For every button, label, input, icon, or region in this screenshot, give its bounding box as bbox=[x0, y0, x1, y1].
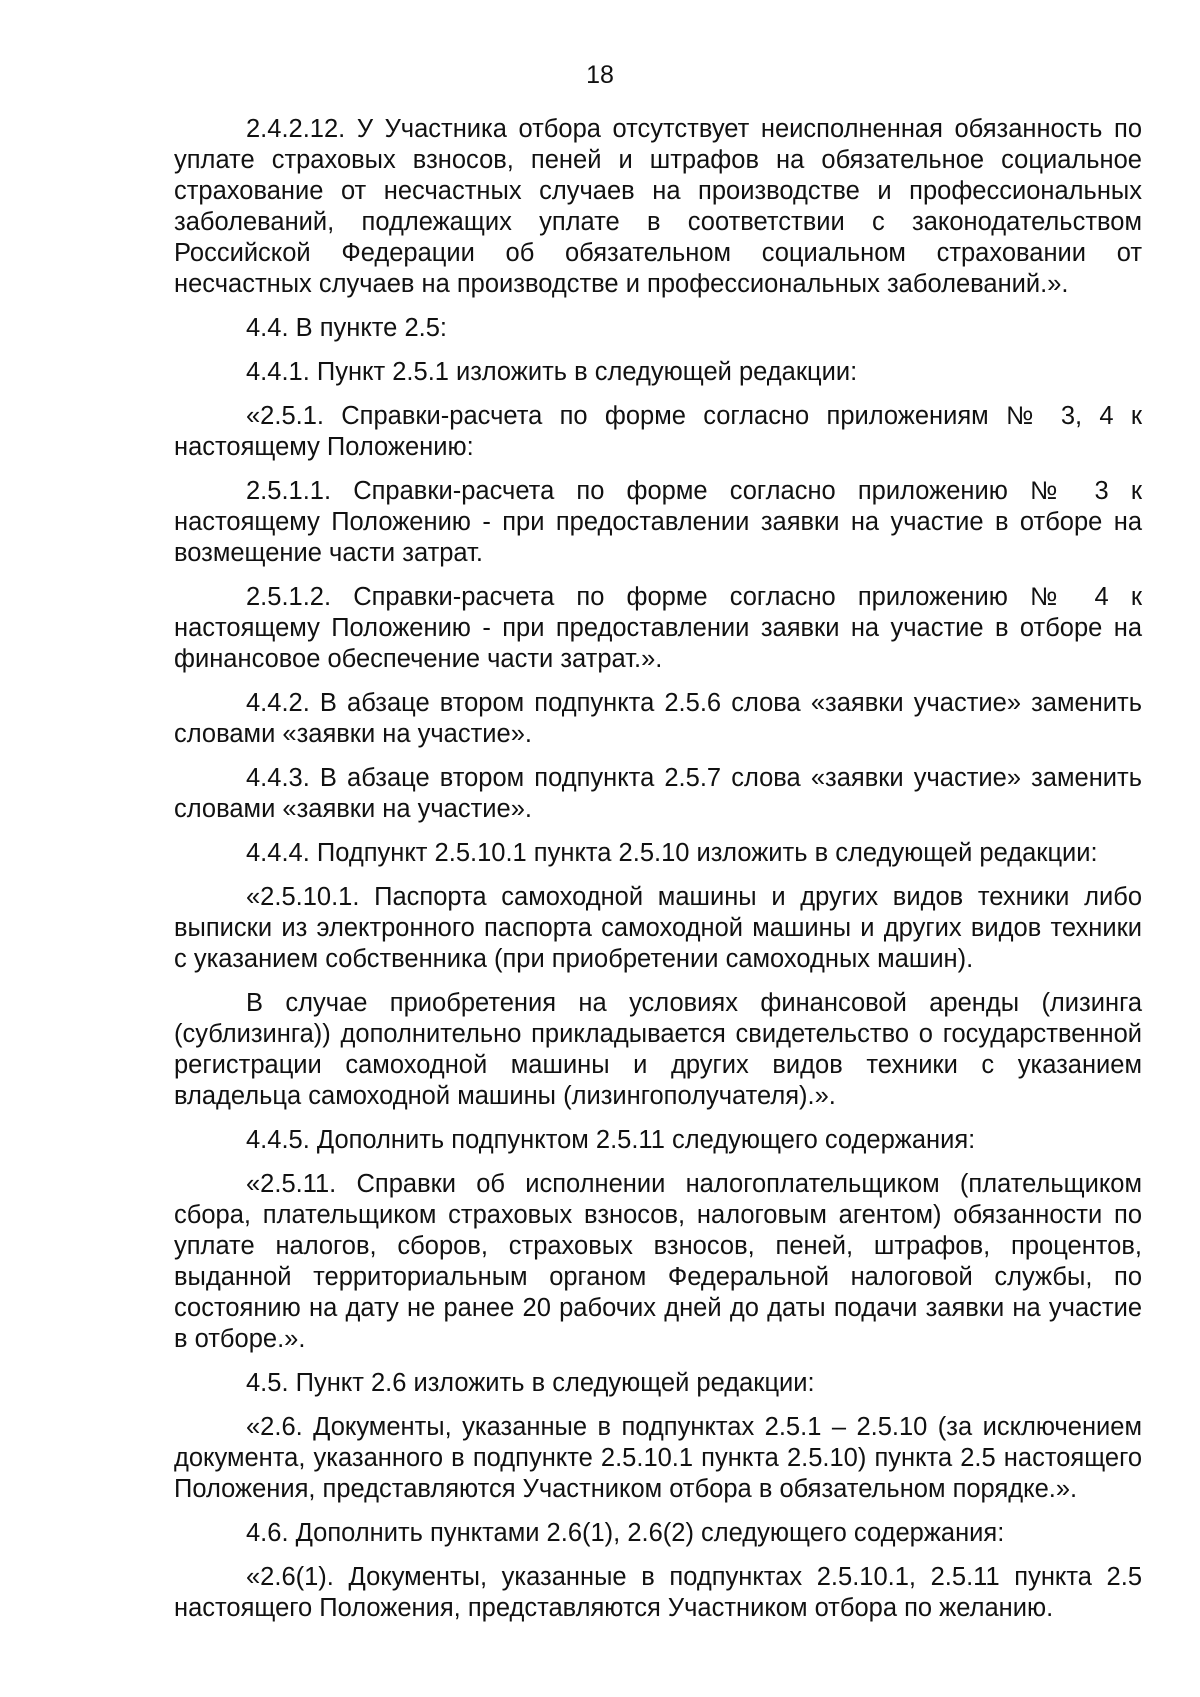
paragraph-2-5-1-2: 2.5.1.2. Справки-расчета по форме согласно приложению № 4 к настоящему Положению - при предоставлении заявки на участие в отборе на финансовое обеспечение части затрат.». bbox=[174, 583, 1142, 673]
paragraph-leasing: В случае приобретения на условиях финансовой аренды (лизинга (сублизинга)) дополнительно прикладывается свидетельство о государственной регистрации самоходной машины и других видов техники с указанием владельца самоходной машины (лизингополучателя).». bbox=[174, 989, 1142, 1110]
paragraph-2-5-1-1: 2.5.1.1. Справки-расчета по форме согласно приложению № 3 к настоящему Положению - при предоставлении заявки на участие в отборе на возмещение части затрат. bbox=[174, 477, 1142, 567]
document-body bbox=[174, 114, 1142, 1624]
paragraph-2-6: «2.6. Документы, указанные в подпунктах 2.5.1 – 2.5.10 (за исключением документа, указанного в подпункте 2.5.10.1 пункта 2.5.10) пункта 2.5 настоящего Положения, представляются Участником отбора в обязательном порядке.». bbox=[174, 1413, 1142, 1503]
paragraph-2-6-1: «2.6(1). Документы, указанные в подпунктах 2.5.10.1, 2.5.11 пункта 2.5 настоящего Положения, представляются Участником отбора по желанию. bbox=[174, 1563, 1142, 1622]
paragraph-2-4-2-12: 2.4.2.12. У Участника отбора отсутствует неисполненная обязанность по уплате страховых взносов, пеней и штрафов на обязательное социальное страхование от несчастных случаев на производстве и профессиональных заболеваний, подлежащих уплате в соответствии с законодательством Российской Федерации об обязательном социальном страховании от несчастных случаев на производстве и профессиональных заболеваний.». bbox=[174, 115, 1142, 298]
paragraph-4-5: 4.5. Пункт 2.6 изложить в следующей редакции: bbox=[246, 1369, 815, 1397]
paragraph-4-4-4: 4.4.4. Подпункт 2.5.10.1 пункта 2.5.10 изложить в следующей редакции: bbox=[246, 839, 1098, 867]
paragraph-2-5-1: «2.5.1. Справки-расчета по форме согласно приложениям № 3, 4 к настоящему Положению: bbox=[174, 402, 1142, 461]
paragraph-2-5-11: «2.5.11. Справки об исполнении налогоплательщиком (плательщиком сбора, плательщиком страховых взносов, налоговым агентом) обязанности по уплате налогов, сборов, страховых взносов, пеней, штрафов, процентов, выданной территориальным органом Федеральной налоговой службы, по состоянию на дату не ранее 20 рабочих дней до даты подачи заявки на участие в отборе.». bbox=[174, 1170, 1142, 1353]
paragraph-2-5-10-1: «2.5.10.1. Паспорта самоходной машины и других видов техники либо выписки из электронного паспорта самоходной машины и других видов техники с указанием собственника (при приобретении самоходных машин). bbox=[174, 883, 1142, 973]
paragraph-4-4-2: 4.4.2. В абзаце втором подпункта 2.5.6 слова «заявки участие» заменить словами «заявки на участие». bbox=[174, 689, 1142, 748]
page-number: 18 bbox=[586, 61, 614, 89]
paragraph-4-4-1: 4.4.1. Пункт 2.5.1 изложить в следующей редакции: bbox=[246, 358, 858, 386]
paragraph-4-6: 4.6. Дополнить пунктами 2.6(1), 2.6(2) следующего содержания: bbox=[246, 1519, 1005, 1547]
paragraph-4-4: 4.4. В пункте 2.5: bbox=[246, 314, 447, 342]
paragraph-4-4-5: 4.4.5. Дополнить подпунктом 2.5.11 следующего содержания: bbox=[246, 1126, 976, 1154]
paragraph-4-4-3: 4.4.3. В абзаце втором подпункта 2.5.7 слова «заявки участие» заменить словами «заявки на участие». bbox=[174, 764, 1142, 823]
